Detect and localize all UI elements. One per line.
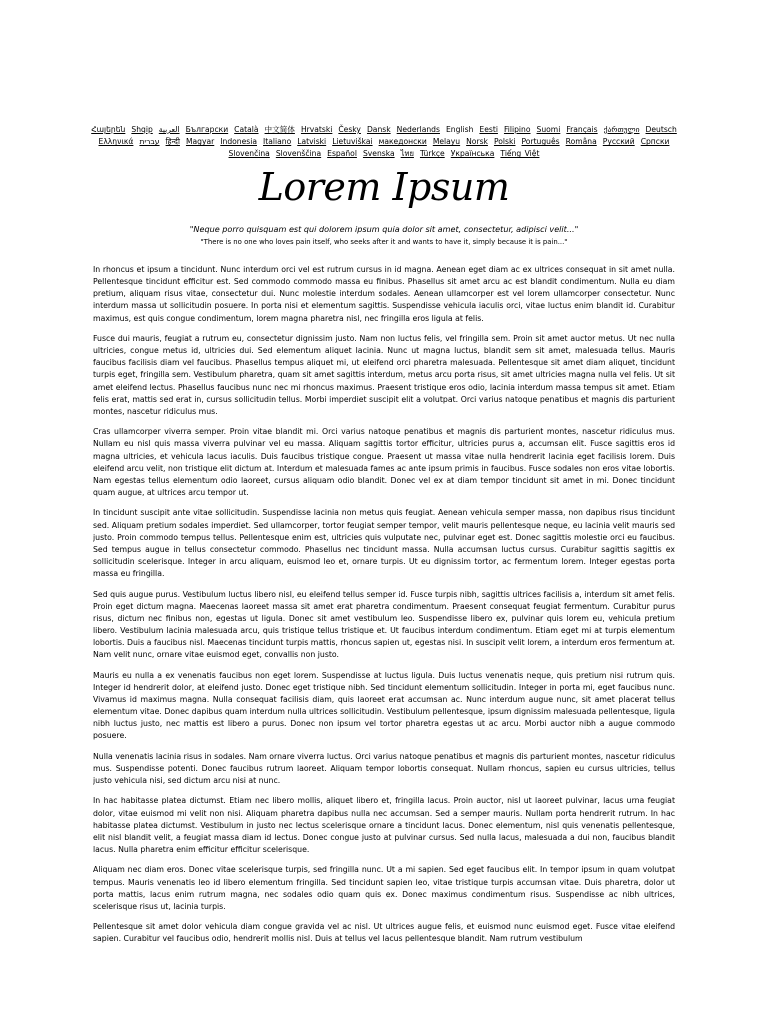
paragraph: In hac habitasse platea dictumst. Etiam nec libero mollis, aliquet libero et, fringilla lacus. Proin auctor, nisl ut laoreet pulvinar, lacus urna feugiat dolor, vitae euismod mi velit non nisi. Aliquam pharetra dapibus nulla nec accumsan. Sed a semper mauris. Nullam porta hendrerit rutrum. In hac habitasse platea dictumst. Vestibulum in justo nec lectus scelerisque ornare a tincidunt lacus. Donec elementum, nisl quis venenatis pellentesque, elit nisl blandit velit, a feugiat massa diam id lectus. Donec congue justo at pulvinar cursus. Sed nulla lacus, malesuada a dui non, faucibus blandit lacus. Nulla pharetra enim efficitur efficitur scelerisque.: [93, 796, 675, 855]
language-link[interactable]: Česky: [338, 125, 361, 134]
paragraph: In tincidunt suscipit ante vitae sollicitudin. Suspendisse lacinia non metus quis feugiat. Aenean vehicula semper massa, non dapibus risus tincidunt sed. Aliquam pretium sodales imperdiet. Sed ullamcorper, tortor feugiat semper tempor, velit mauris pellentesque neque, eu lacinia velit mauris sed justo. Proin commodo tempus tellus. Pellentesque enim est, ultricies quis vulputate nec, pulvinar eget est. Donec sagittis molestie orci eu faucibus. Sed tempus augue in tellus consectetur commodo. Phasellus nec tincidunt massa. Nulla accumsan luctus cursus. Curabitur sagittis sagittis ex sollicitudin scelerisque. Integer in arcu aliquam, euismod leo et, ornare turpis. Ut eu dignissim tortor, ac fermentum lorem. Integer egestas porta massa eu fringilla.: [93, 508, 675, 579]
language-link[interactable]: Pyccкий: [602, 137, 635, 147]
language-link[interactable]: Svenska: [362, 149, 395, 159]
language-link[interactable]: Nederlands: [396, 125, 440, 134]
current-language: English: [445, 125, 474, 134]
language-link[interactable]: Українська: [450, 149, 495, 159]
paragraph: Pellentesque sit amet dolor vehicula diam congue gravida vel ac nisl. Ut ultrices augue felis, et euismod nunc euismod eget. Fusce vitae eleifend sapien. Curabitur vel faucibus odio, hendrerit mollis nisl. Duis at tellus vel lacus pellentesque blandit. Nam rutrum vestibulum: [93, 922, 675, 944]
language-selector: [88, 124, 680, 161]
paragraph: Fusce dui mauris, feugiat a rutrum eu, consectetur dignissim justo. Nam non luctus felis, vel fringilla sem. Proin sit amet auctor metus. Ut nec nulla ultricies, congue metus id, ultricies dui. Sed elementum aliquet lacinia. Nunc ut magna luctus, blandit sem sit amet, malesuada tellus. Mauris faucibus facilisis diam vel faucibus. Phasellus tempus aliquet mi, ut eleifend orci pharetra malesuada. Pellentesque sit amet diam aliquet, tincidunt turpis eget, fringilla sem. Vestibulum pharetra, quam sit amet sagittis interdum, metus arcu porta risus, sit amet ultricies magna nulla vel felis. Ut sit amet eleifend lectus. Phasellus faucibus nunc nec mi rhoncus maximus. Praesent tristique eros odio, lacinia interdum massa tempus sit amet. Etiam felis erat, mattis sed erat in, cursus sollicitudin tellus. Morbi imperdiet suscipit elit a volutpat. Orci varius natoque penatibus et magnis dis parturient montes, nascetur ridiculus mus.: [93, 333, 675, 416]
language-link[interactable]: Slovenčina: [228, 149, 270, 159]
latin-quote: "Neque porro quisquam est qui dolorem ipsum quia dolor sit amet, consectetur, adipisci velit...": [189, 224, 579, 234]
language-link[interactable]: Deutsch: [645, 125, 677, 134]
paragraph: Nulla venenatis lacinia risus in sodales. Nam ornare viverra luctus. Orci varius natoque penatibus et magnis dis parturient montes, nascetur ridiculus mus. Suspendisse potenti. Donec faucibus rutrum laoreet. Aliquam tempor lobortis consequat. Nullam rhoncus, sapien eu cursus ultricies, tellus justo vehicula nisi, sed dictum arcu nisi at nunc.: [93, 751, 675, 786]
language-link[interactable]: العربية: [158, 125, 180, 134]
language-link[interactable]: Հայերեն: [91, 125, 126, 134]
english-quote: "There is no one who loves pain itself, who seeks after it and wants to have it, simply because it is pain...": [200, 238, 568, 246]
language-link[interactable]: Polski: [493, 137, 516, 147]
language-link[interactable]: Türkçe: [419, 149, 445, 159]
paragraph: Aliquam nec diam eros. Donec vitae scelerisque turpis, sed fringilla nunc. Ut a mi sapien. Sed eget faucibus elit. In tempor ipsum in quam volutpat tempus. Mauris venenatis leo id libero elementum fringilla. Sed tincidunt sapien leo, vitae tristique turpis accumsan vitae. Duis pharetra, dolor ut porta mattis, lacus enim rutrum magna, nec sodales odio quam quis ex. Donec maximus condimentum risus. Suspendisse ac nibh ultrices, scelerisque risus ut, lacinia turpis.: [93, 865, 675, 911]
language-link[interactable]: Melayu: [432, 137, 461, 147]
language-link[interactable]: עברית: [139, 137, 160, 147]
language-link[interactable]: Català: [234, 125, 259, 134]
language-link[interactable]: Dansk: [366, 125, 391, 134]
paragraph: Mauris eu nulla a ex venenatis faucibus non eget lorem. Suspendisse at luctus ligula. Duis luctus venenatis neque, quis pretium nisi rutrum quis. Integer id hendrerit dolor, at eleifend justo. Donec eget tristique nibh. Sed tincidunt elementum sollicitudin. Integer in porta mi, eget faucibus nunc. Vivamus id maximus magna. Nulla consequat facilisis diam, quis laoreet erat accumsan ac. Nunc interdum augue nunc, sit amet placerat tellus elementum vitae. Donec dapibus quam interdum nulla ultrices sollicitudin. Vestibulum pellentesque, ipsum dignissim malesuada pellentesque, ligula nibh luctus justo, nec mattis est libero a purus. Donec non ipsum vel tortor pharetra egestas ut ac arcu. Morbi auctor nibh a augue commodo posuere.: [93, 670, 675, 741]
language-link[interactable]: Latviski: [297, 137, 327, 147]
language-link[interactable]: 中文简体: [264, 125, 295, 134]
language-link[interactable]: Български: [185, 125, 229, 134]
language-link[interactable]: Italiano: [263, 137, 292, 147]
language-link[interactable]: Slovenščina: [275, 149, 322, 159]
language-link[interactable]: Hrvatski: [300, 125, 333, 134]
language-link[interactable]: Norsk: [466, 137, 488, 147]
language-link[interactable]: Suomi: [536, 125, 561, 134]
paragraph: In rhoncus et ipsum a tincidunt. Nunc interdum orci vel est rutrum cursus in id magna. Aenean eget diam ac ex ultrices consequat in sit amet nulla. Pellentesque tincidunt efficitur est. Sed commodo commodo massa eu finibus. Phasellus sit amet arcu ac est blandit condimentum. Nulla eu diam pretium, aliquam risus vitae, consectetur dui. Nunc molestie interdum sodales. Aenean ullamcorper est vel lorem ullamcorper consectetur. Nunc interdum massa ut sollicitudin posuere. In porta nisi et elementum sagittis. Suspendisse vehicula iaculis orci, vitae luctus enim blandit id. Curabitur maximus, est quis congue condimentum, lorem magna pharetra nisl, nec fringilla eros ligula at felis.: [93, 265, 675, 323]
language-link[interactable]: Ελληνικά: [98, 137, 134, 147]
language-link[interactable]: Tiếng Việt: [500, 149, 540, 159]
page-title: Lorem Ipsum: [258, 165, 510, 209]
language-link[interactable]: Eesti: [479, 125, 498, 134]
language-link[interactable]: ქართული: [603, 125, 640, 134]
language-link[interactable]: ไทย: [400, 149, 414, 159]
language-link[interactable]: Magyar: [185, 137, 215, 147]
language-link[interactable]: Indonesia: [220, 137, 257, 147]
language-link[interactable]: Româna: [565, 137, 597, 147]
language-link[interactable]: Português: [521, 137, 560, 147]
lorem-ipsum-content: [93, 264, 675, 1024]
paragraph: Sed quis augue purus. Vestibulum luctus libero nisl, eu eleifend tellus semper id. Fusce turpis nibh, sagittis ultrices facilisis a, interdum sit amet felis. Proin eget dictum magna. Maecenas laoreet massa sit amet erat pharetra condimentum. Praesent consequat feugiat fermentum. Curabitur purus risus, dictum nec finibus non, egestas ut ligula. Donec sit amet vestibulum leo. Suspendisse libero ex, pulvinar quis lorem eu, vehicula pretium libero. Vestibulum lacinia malesuada arcu, quis tristique tellus tristique et. Ut faucibus interdum condimentum. Etiam eget mi at turpis elementum lobortis. Duis a faucibus nisl. Maecenas tincidunt turpis mattis, rhoncus sapien ut, egestas nisi. In suscipit velit lorem, a interdum eros fermentum at. Nam velit nunc, ornare vitae euismod eget, convallis non justo.: [93, 589, 675, 660]
language-link[interactable]: Français: [566, 125, 598, 134]
paragraph: Cras ullamcorper viverra semper. Proin vitae blandit mi. Orci varius natoque penatibus et magnis dis parturient montes, nascetur ridiculus mus. Nullam eu nisl quis massa viverra pulvinar vel eu massa. Aliquam sagittis tortor efficitur, ultricies purus a, accumsan elit. Fusce sagittis eros id magna ultricies, et vehicula lacus iaculis. Duis faucibus tristique congue. Praesent ut massa vitae nulla hendrerit lacinia eget facilisis lorem. Duis eleifend arcu velit, non tristique elit dictum at. Interdum et malesuada fames ac ante ipsum primis in faucibus. Fusce sodales non eros vitae lobortis. Nam egestas tellus elementum odio laoreet, cursus aliquam odio blandit. Donec vel ex at diam tempor tincidunt sit amet in mi. Donec tincidunt quam augue, at ultrices arcu tempor ut.: [93, 427, 675, 498]
language-link[interactable]: Español: [327, 149, 357, 159]
language-link[interactable]: македонски: [378, 137, 427, 147]
language-link[interactable]: हिन्दी: [165, 137, 180, 147]
language-link[interactable]: Filipino: [503, 125, 531, 134]
language-link[interactable]: Српски: [640, 137, 670, 147]
language-link[interactable]: Shqip: [131, 125, 153, 134]
language-link[interactable]: Lietuviškai: [332, 137, 373, 147]
